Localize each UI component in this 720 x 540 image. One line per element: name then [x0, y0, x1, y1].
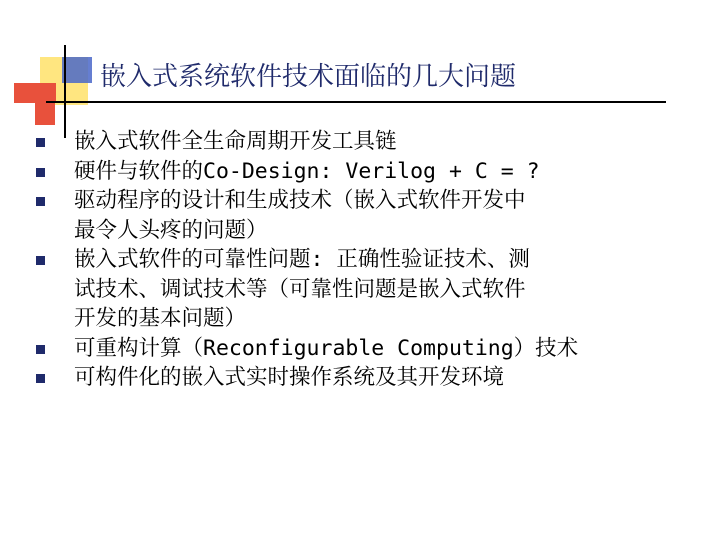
decor-blue-square	[62, 57, 92, 83]
bullet-text-line: 可构件化的嵌入式实时操作系统及其开发环境	[74, 365, 505, 390]
bullet-item	[36, 186, 676, 245]
square-bullet-icon	[36, 345, 45, 354]
bullet-item	[36, 157, 676, 187]
bullet-item	[36, 245, 676, 334]
decor-horizontal-line	[46, 101, 666, 103]
bullet-item	[36, 334, 676, 364]
square-bullet-icon	[36, 138, 45, 147]
bullet-text-line: 可重构计算（Reconfigurable Computing）技术	[74, 335, 579, 361]
bullet-text-line: 驱动程序的设计和生成技术（嵌入式软件开发中	[74, 188, 526, 213]
bullet-text-line: 嵌入式软件全生命周期开发工具链	[74, 129, 397, 154]
decor-red-square	[35, 93, 55, 125]
bullet-text-line: 试技术、调试技术等（可靠性问题是嵌入式软件	[74, 276, 526, 302]
square-bullet-icon	[36, 256, 45, 265]
square-bullet-icon	[36, 168, 45, 177]
bullet-item	[36, 127, 676, 157]
slide-title: 嵌入式系统软件技术面临的几大问题	[100, 62, 517, 92]
decor-vertical-line	[64, 45, 66, 138]
square-bullet-icon	[36, 374, 45, 383]
bullet-text-line: 开发的基本问题）	[74, 306, 247, 331]
square-bullet-icon	[36, 197, 45, 206]
bullet-text-line: 硬件与软件的Co-Design: Verilog + C = ?	[74, 158, 540, 184]
bullet-text-line: 嵌入式软件的可靠性问题: 正确性验证技术、测	[74, 247, 530, 272]
bullet-text-line: 最令人头疼的问题）	[74, 217, 268, 243]
bullet-list	[36, 127, 676, 393]
bullet-item	[36, 363, 676, 393]
